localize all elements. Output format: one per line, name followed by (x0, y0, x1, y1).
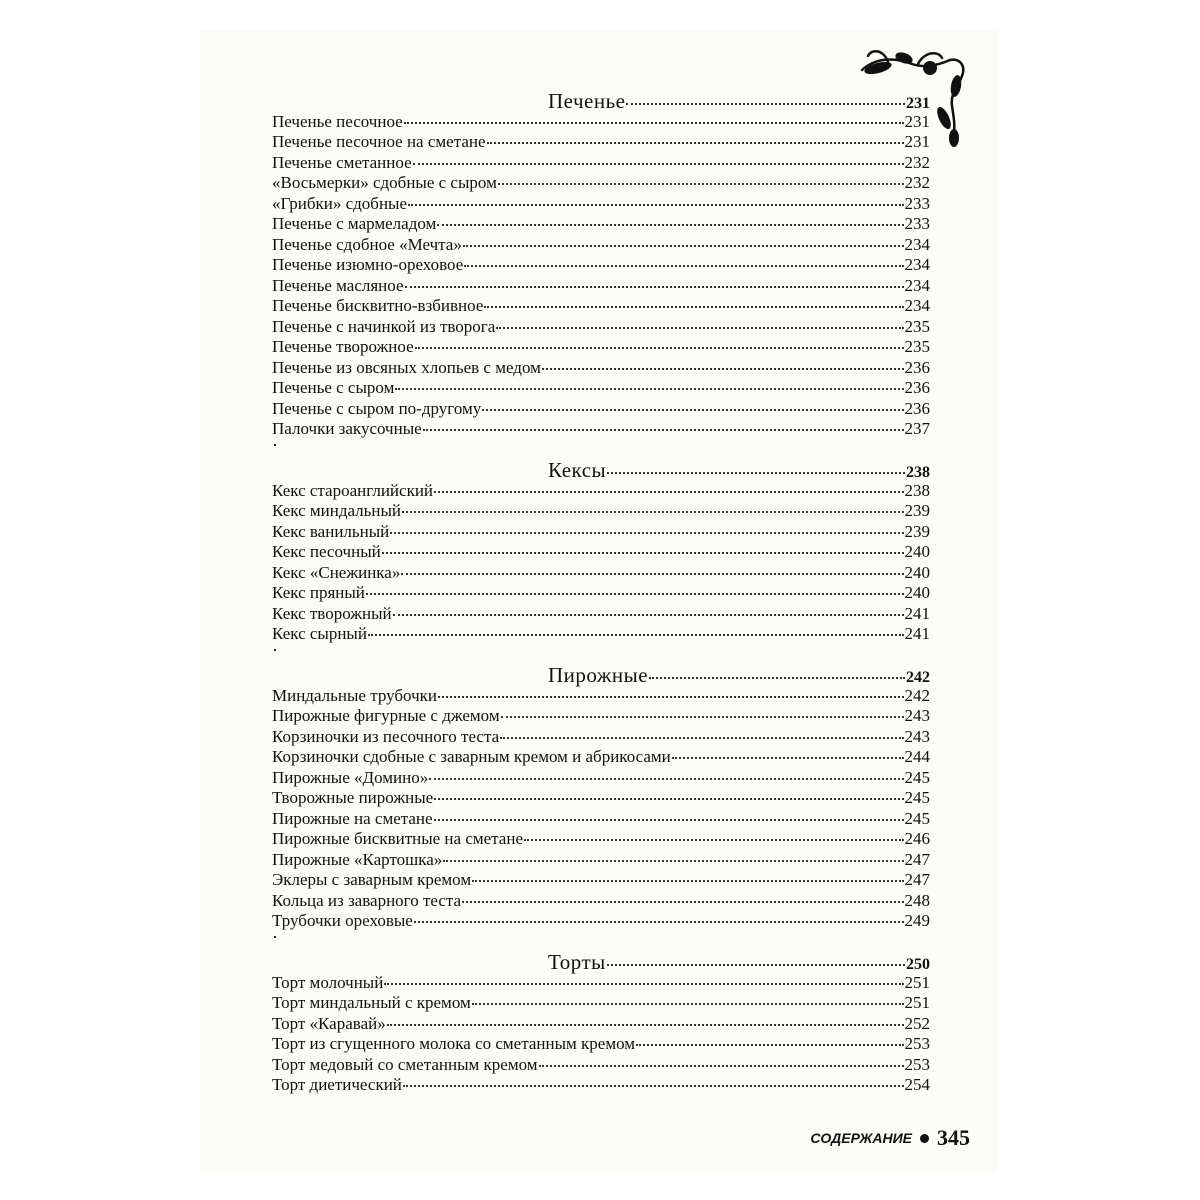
toc-entry-title: Кекс староанглийский (272, 480, 434, 500)
dot-leader (524, 838, 904, 841)
bullet-icon (920, 1134, 929, 1143)
toc-entry-page: 233 (904, 193, 930, 213)
toc-entry-page: 240 (904, 542, 930, 561)
toc-entry (272, 747, 930, 768)
dot-leader (482, 408, 903, 411)
toc-entry (272, 768, 930, 789)
section-separator-dot (272, 645, 930, 666)
toc-entry (272, 850, 930, 871)
dot-leader (414, 920, 904, 923)
section-heading (272, 91, 930, 112)
toc-entry-title: Печенье сметанное (272, 152, 412, 172)
dot-leader (415, 346, 904, 349)
toc-entry-page: 234 (904, 255, 930, 274)
toc-entry-page: 237 (904, 419, 930, 438)
toc-entry-page: 243 (904, 726, 930, 746)
dot-leader (464, 264, 903, 267)
toc-entry-page: 245 (904, 808, 930, 828)
toc-entry (272, 993, 930, 1014)
toc-entry-title: Кекс «Снежинка» (272, 562, 401, 582)
toc-entry (272, 481, 930, 502)
section-heading-page: 242 (906, 669, 930, 686)
toc-entry (272, 870, 930, 891)
toc-entry (272, 706, 930, 727)
toc-entry-title: Торт миндальный с кремом (272, 993, 471, 1012)
toc-entry (272, 563, 930, 584)
toc-entry-page: 236 (904, 378, 930, 397)
toc-entry (272, 132, 930, 153)
toc-entry-page: 234 (904, 234, 930, 254)
toc-entry-page: 236 (904, 357, 930, 377)
toc-entry (272, 194, 930, 215)
toc-entry-title: Эклеры с заварным кремом (272, 870, 472, 889)
dot-leader (463, 244, 904, 247)
toc-entry (272, 399, 930, 420)
toc-entry-title: Кекс песочный (272, 542, 381, 561)
toc-entry (272, 583, 930, 604)
toc-entry-page: 252 (904, 1013, 930, 1033)
toc-entry-page: 249 (904, 911, 930, 930)
section-heading (272, 952, 930, 973)
dot-leader (384, 982, 903, 985)
toc-entry-title: Печенье из овсяных хлопьев с медом (272, 357, 541, 377)
toc-entry (272, 542, 930, 563)
dot-leader (498, 182, 904, 185)
dot-leader (443, 859, 903, 862)
toc-entry-page: 233 (904, 214, 930, 233)
toc-entry-page: 241 (904, 624, 930, 643)
dot-leader (607, 963, 905, 966)
dot-leader (438, 695, 903, 698)
toc-entry-title: Творожные пирожные (272, 788, 434, 807)
section-heading (272, 460, 930, 481)
dot-leader (501, 715, 904, 718)
toc-entry (272, 1014, 930, 1035)
toc-entry-page: 253 (904, 1034, 930, 1053)
dot-leader (434, 490, 903, 493)
toc-entry-page: 240 (904, 583, 930, 602)
dot-leader (429, 777, 903, 780)
toc-entry-title: Кекс сырный (272, 624, 367, 643)
toc-entry-title: Кекс миндальный (272, 501, 402, 520)
toc-entry (272, 317, 930, 338)
toc-entry (272, 358, 930, 379)
toc-entry-title: Миндальные трубочки (272, 685, 438, 705)
dot-leader (434, 797, 903, 800)
toc-entry-title: Торт диетический (272, 1075, 402, 1094)
toc-entry-title: Пирожные «Картошка» (272, 849, 443, 869)
section-heading-title: Печенье (548, 89, 626, 113)
dot-leader (434, 818, 904, 821)
toc-entry (272, 788, 930, 809)
dot-leader (496, 326, 903, 329)
toc-entry-title: Пирожные на сметане (272, 808, 433, 828)
section-heading (272, 665, 930, 686)
toc-entry-page: 232 (904, 152, 930, 172)
toc-entry (272, 829, 930, 850)
toc-entry-page: 231 (904, 111, 930, 131)
dot-leader (390, 531, 903, 534)
toc-entry-page: 239 (904, 501, 930, 520)
toc-entry-title: Печенье с сыром по-другому (272, 398, 482, 418)
table-of-contents (272, 91, 930, 1096)
toc-entry-title: Кекс ванильный (272, 521, 390, 541)
toc-entry-title: Печенье песочное (272, 111, 403, 131)
toc-entry (272, 624, 930, 645)
toc-entry (272, 686, 930, 707)
dot-leader (437, 223, 903, 226)
toc-entry-page: 253 (904, 1054, 930, 1074)
dot-leader (472, 879, 903, 882)
toc-entry-title: Пирожные фигурные с джемом (272, 706, 500, 725)
section-separator-dot (272, 440, 930, 461)
toc-entry-title: Торт молочный (272, 972, 384, 992)
toc-entry-title: Корзиночки сдобные с заварным кремом и абрикосами (272, 747, 671, 766)
toc-entry-page: 245 (904, 767, 930, 787)
toc-entry-page: 244 (904, 747, 930, 766)
dot-leader (402, 510, 903, 513)
dot-leader (649, 676, 905, 679)
toc-entry (272, 296, 930, 317)
dot-leader (542, 367, 904, 370)
toc-entry (272, 727, 930, 748)
dot-leader (626, 102, 905, 105)
toc-entry-title: Печенье сдобное «Мечта» (272, 234, 462, 254)
toc-entry-page: 251 (904, 972, 930, 992)
toc-entry-title: Пирожные «Домино» (272, 767, 429, 787)
toc-entry (272, 1055, 930, 1076)
toc-entry-page: 246 (904, 829, 930, 848)
dot-leader (395, 387, 903, 390)
toc-entry-title: Пирожные бисквитные на сметане (272, 829, 523, 848)
toc-entry-page: 231 (904, 132, 930, 151)
toc-entry-title: Печенье песочное на сметане (272, 132, 486, 151)
toc-entry (272, 1034, 930, 1055)
dot-leader (413, 162, 904, 165)
toc-entry-title: Палочки закусочные (272, 419, 422, 438)
toc-entry-page: 247 (904, 849, 930, 869)
toc-entry-page: 248 (904, 890, 930, 910)
dot-leader (408, 203, 903, 206)
dot-leader (487, 141, 904, 144)
toc-entry-page: 254 (904, 1075, 930, 1094)
dot-leader (393, 613, 904, 616)
dot-leader (636, 1043, 903, 1046)
toc-entry (272, 1075, 930, 1096)
toc-entry-page: 240 (904, 562, 930, 582)
section-heading-page: 231 (906, 95, 930, 112)
toc-entry (272, 276, 930, 297)
dot-leader (462, 900, 903, 903)
toc-entry-page: 245 (904, 788, 930, 807)
toc-entry-title: Печенье изюмно-ореховое (272, 255, 464, 274)
toc-entry-title: Печенье с мармеладом (272, 214, 437, 233)
toc-entry-title: Кольца из заварного теста (272, 890, 462, 910)
toc-entry (272, 173, 930, 194)
toc-entry-page: 247 (904, 870, 930, 889)
toc-entry-title: «Грибки» сдобные (272, 193, 408, 213)
toc-entry-page: 239 (904, 521, 930, 541)
toc-entry (272, 604, 930, 625)
dot-leader (404, 121, 904, 124)
toc-entry (272, 112, 930, 133)
dot-leader (382, 551, 904, 554)
dot-leader (401, 572, 903, 575)
section-heading-title: Торты (548, 950, 606, 974)
dot-leader (405, 285, 904, 288)
toc-entry-page: 238 (904, 480, 930, 500)
toc-entry (272, 501, 930, 522)
toc-entry-page: 235 (904, 337, 930, 356)
toc-entry-title: Кекс пряный (272, 583, 365, 602)
dot-leader (484, 305, 903, 308)
toc-entry (272, 337, 930, 358)
toc-entry-title: Торт из сгущенного молока со сметанным кремом (272, 1034, 636, 1053)
toc-entry-title: Печенье с сыром (272, 378, 395, 397)
toc-entry-page: 234 (904, 275, 930, 295)
dot-leader (472, 1002, 904, 1005)
page-number: 345 (937, 1125, 970, 1150)
toc-entry-title: Печенье творожное (272, 337, 414, 356)
dot-leader (403, 1084, 904, 1087)
toc-entry-page: 236 (904, 398, 930, 418)
toc-entry-page: 234 (904, 296, 930, 315)
toc-entry (272, 891, 930, 912)
toc-entry (272, 973, 930, 994)
toc-entry (272, 522, 930, 543)
section-heading-title: Кексы (548, 458, 607, 482)
toc-entry-title: «Восьмерки» сдобные с сыром (272, 173, 497, 192)
toc-entry-title: Корзиночки из песочного теста (272, 726, 500, 746)
toc-entry (272, 153, 930, 174)
toc-entry-title: Трубочки ореховые (272, 911, 413, 930)
section-heading-page: 250 (906, 956, 930, 973)
section-separator-dot (272, 932, 930, 953)
dot-leader (500, 736, 903, 739)
toc-entry (272, 378, 930, 399)
dot-leader (368, 633, 904, 636)
toc-entry-title: Печенье с начинкой из творога (272, 316, 496, 336)
toc-entry (272, 809, 930, 830)
toc-entry-page: 235 (904, 316, 930, 336)
toc-entry (272, 419, 930, 440)
dot-leader (607, 471, 905, 474)
toc-entry-page: 242 (904, 685, 930, 705)
toc-entry-page: 232 (904, 173, 930, 192)
toc-entry (272, 911, 930, 932)
toc-entry (272, 214, 930, 235)
toc-entry-title: Торт медовый со сметанным кремом (272, 1054, 538, 1074)
toc-entry (272, 255, 930, 276)
toc-entry-title: Печенье масляное (272, 275, 404, 295)
footer-title: СОДЕРЖАНИЕ (810, 1130, 912, 1146)
page-footer (810, 1125, 970, 1151)
toc-entry-page: 251 (904, 993, 930, 1012)
toc-entry-page: 243 (904, 706, 930, 725)
toc-entry-title: Печенье бисквитно-взбивное (272, 296, 484, 315)
dot-leader (672, 756, 904, 759)
dot-leader (387, 1023, 904, 1026)
toc-entry (272, 235, 930, 256)
dot-leader (423, 428, 904, 431)
toc-entry-title: Кекс творожный (272, 603, 392, 623)
toc-entry-title: Торт «Каравай» (272, 1013, 386, 1033)
dot-leader (539, 1064, 904, 1067)
toc-entry-page: 241 (904, 603, 930, 623)
section-heading-page: 238 (906, 464, 930, 481)
dot-leader (366, 592, 904, 595)
section-heading-title: Пирожные (548, 663, 649, 687)
